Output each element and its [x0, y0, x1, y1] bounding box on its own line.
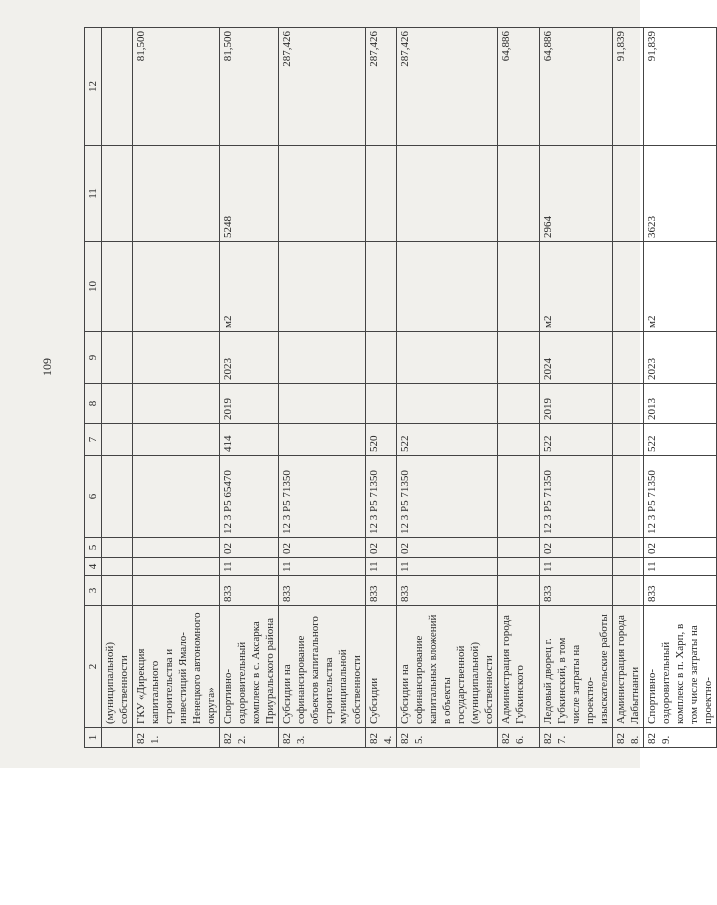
capacity-cell: 3623 [644, 146, 717, 242]
code-cell: 833 [279, 576, 366, 606]
section-cell: 11 [279, 558, 366, 576]
section-cell: 11 [540, 558, 613, 576]
start-year-cell [397, 384, 498, 424]
amount-cell: 91,839 [613, 28, 644, 146]
subsection-cell [102, 538, 133, 558]
subsection-cell [613, 538, 644, 558]
item-name: Субсидии на софинансирование капитальных вложений в объекты государственной (муниципальной) собственности [397, 606, 498, 728]
header-cell: 2 [85, 606, 102, 728]
capacity-cell: 5248 [220, 146, 279, 242]
page-number: 109 [40, 358, 54, 376]
table-row [133, 28, 220, 748]
subsection-cell: 02 [644, 538, 717, 558]
amount-cell: 287,426 [279, 28, 366, 146]
end-year-cell [102, 332, 133, 384]
table-row [613, 28, 644, 748]
row-number: 828. [613, 728, 644, 748]
amount-cell: 81,500 [220, 28, 279, 146]
header-row [85, 28, 102, 748]
unit-cell: м2 [644, 242, 717, 332]
start-year-cell [279, 384, 366, 424]
capacity-cell: 2964 [540, 146, 613, 242]
start-year-cell [133, 384, 220, 424]
header-cell: 10 [85, 242, 102, 332]
start-year-cell: 2019 [540, 384, 613, 424]
expense-type-cell: 522 [540, 424, 613, 456]
end-year-cell [279, 332, 366, 384]
amount-cell: 287,426 [397, 28, 498, 146]
subsection-cell: 02 [397, 538, 498, 558]
header-cell: 8 [85, 384, 102, 424]
expense-type-cell: 522 [397, 424, 498, 456]
table-row [397, 28, 498, 748]
header-cell: 3 [85, 576, 102, 606]
capacity-cell [498, 146, 540, 242]
section-cell: 11 [220, 558, 279, 576]
unit-cell [397, 242, 498, 332]
unit-cell [279, 242, 366, 332]
row-number: 826. [498, 728, 540, 748]
expense-type-cell [613, 424, 644, 456]
item-name: (муниципальной) собственности [102, 606, 133, 728]
header-cell: 11 [85, 146, 102, 242]
code-cell: 833 [366, 576, 397, 606]
amount-cell: 81,500 [133, 28, 220, 146]
target-article-cell: 12 3 P5 65470 [220, 456, 279, 538]
subsection-cell: 02 [220, 538, 279, 558]
rotated-table-wrapper [84, 28, 714, 748]
row-number: 823. [279, 728, 366, 748]
header-cell: 7 [85, 424, 102, 456]
end-year-cell: 2023 [644, 332, 717, 384]
row-number: 822. [220, 728, 279, 748]
table-row [366, 28, 397, 748]
target-article-cell: 12 3 P5 71350 [397, 456, 498, 538]
section-cell [613, 558, 644, 576]
header-cell: 4 [85, 558, 102, 576]
row-number: 825. [397, 728, 498, 748]
unit-cell [133, 242, 220, 332]
item-name: Ледовый дворец г. Губкинский, в том числе затраты на проектно-изыскательские работы [540, 606, 613, 728]
code-cell [613, 576, 644, 606]
target-article-cell: 12 3 P5 71350 [644, 456, 717, 538]
table-body [85, 28, 717, 748]
header-cell: 1 [85, 728, 102, 748]
capacity-cell [102, 146, 133, 242]
section-cell: 11 [644, 558, 717, 576]
header-cell: 5 [85, 538, 102, 558]
expense-type-cell [498, 424, 540, 456]
expense-type-cell: 522 [644, 424, 717, 456]
code-cell: 833 [220, 576, 279, 606]
table-row [644, 28, 717, 748]
unit-cell [366, 242, 397, 332]
unit-cell [102, 242, 133, 332]
capacity-cell [366, 146, 397, 242]
section-cell: 11 [366, 558, 397, 576]
amount-cell: 64,886 [498, 28, 540, 146]
table-row [498, 28, 540, 748]
row-number: 824. [366, 728, 397, 748]
start-year-cell: 2013 [644, 384, 717, 424]
header-cell: 12 [85, 28, 102, 146]
code-cell: 833 [540, 576, 613, 606]
item-name: Субсидии [366, 606, 397, 728]
section-cell [133, 558, 220, 576]
item-name: Субсидии на софинансирование объектов капитального строительства муниципальной собственности [279, 606, 366, 728]
subsection-cell: 02 [366, 538, 397, 558]
start-year-cell [613, 384, 644, 424]
end-year-cell [133, 332, 220, 384]
item-name: Администрация города Губкинского [498, 606, 540, 728]
amount-cell: 64,886 [540, 28, 613, 146]
end-year-cell [498, 332, 540, 384]
code-cell: 833 [644, 576, 717, 606]
header-cell: 9 [85, 332, 102, 384]
table-row [102, 28, 133, 748]
capacity-cell [279, 146, 366, 242]
table-row [279, 28, 366, 748]
end-year-cell: 2023 [220, 332, 279, 384]
code-cell [102, 576, 133, 606]
target-article-cell: 12 3 P5 71350 [366, 456, 397, 538]
section-cell [498, 558, 540, 576]
code-cell [498, 576, 540, 606]
row-number: 827. [540, 728, 613, 748]
table-row [220, 28, 279, 748]
section-cell [102, 558, 133, 576]
target-article-cell [102, 456, 133, 538]
section-cell: 11 [397, 558, 498, 576]
amount-cell: 287,426 [366, 28, 397, 146]
target-article-cell: 12 3 P5 71350 [540, 456, 613, 538]
unit-cell [613, 242, 644, 332]
capacity-cell [133, 146, 220, 242]
start-year-cell [498, 384, 540, 424]
subsection-cell: 02 [540, 538, 613, 558]
subsection-cell [498, 538, 540, 558]
target-article-cell [498, 456, 540, 538]
unit-cell [498, 242, 540, 332]
start-year-cell: 2019 [220, 384, 279, 424]
item-name: Спортивно-оздоровительный комплекс в п. Харп, в том числе затраты на проектно- [644, 606, 717, 728]
row-number [102, 728, 133, 748]
target-article-cell: 12 3 P5 71350 [279, 456, 366, 538]
subsection-cell: 02 [279, 538, 366, 558]
item-name: Спортивно-оздоровительный комплекс в с. Аксарка Приуральского района [220, 606, 279, 728]
capacity-cell [613, 146, 644, 242]
end-year-cell [613, 332, 644, 384]
expense-type-cell [102, 424, 133, 456]
item-name: Администрация города Лабытнанги [613, 606, 644, 728]
unit-cell: м2 [540, 242, 613, 332]
end-year-cell [397, 332, 498, 384]
target-article-cell [613, 456, 644, 538]
start-year-cell [102, 384, 133, 424]
expense-type-cell: 414 [220, 424, 279, 456]
target-article-cell [133, 456, 220, 538]
code-cell [133, 576, 220, 606]
amount-cell [102, 28, 133, 146]
unit-cell: м2 [220, 242, 279, 332]
item-name: ГКУ «Дирекция капитального строительства и инвестиций Ямало-Ненецкого автономного округа» [133, 606, 220, 728]
capacity-cell [397, 146, 498, 242]
expense-type-cell [279, 424, 366, 456]
row-number: 829. [644, 728, 717, 748]
expense-type-cell: 520 [366, 424, 397, 456]
amount-cell: 91,839 [644, 28, 717, 146]
subsection-cell [133, 538, 220, 558]
budget-table [84, 27, 717, 748]
code-cell: 833 [397, 576, 498, 606]
row-number: 821. [133, 728, 220, 748]
end-year-cell [366, 332, 397, 384]
table-row [540, 28, 613, 748]
end-year-cell: 2024 [540, 332, 613, 384]
start-year-cell [366, 384, 397, 424]
expense-type-cell [133, 424, 220, 456]
header-cell: 6 [85, 456, 102, 538]
